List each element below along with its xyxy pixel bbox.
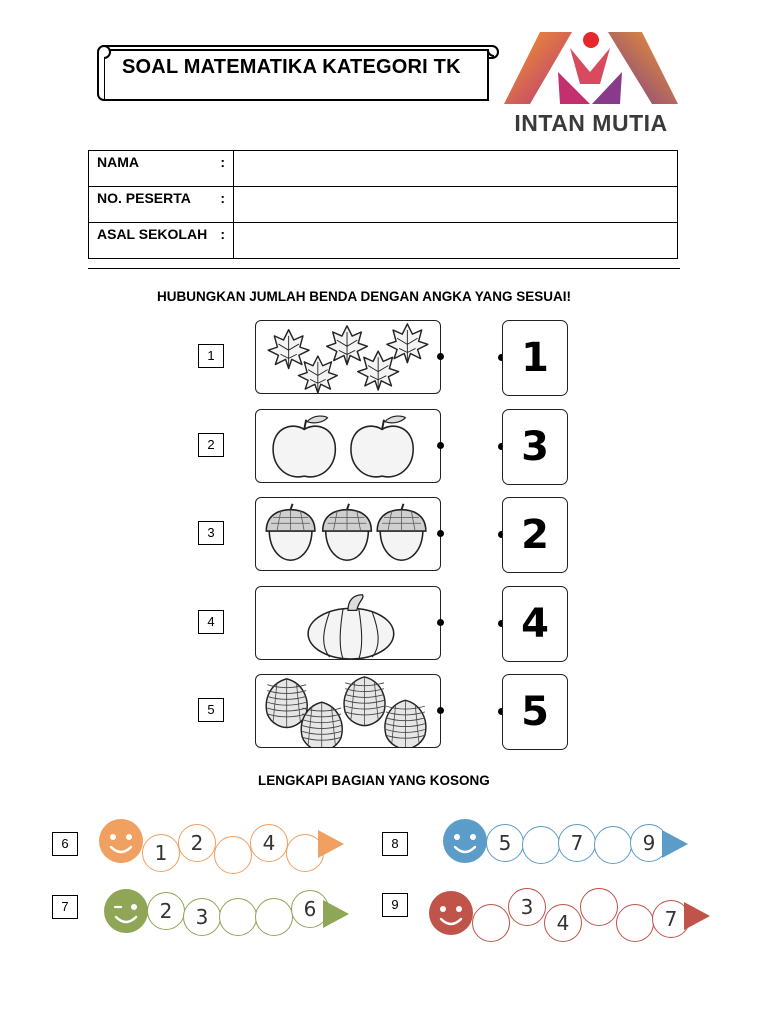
question-number: 6	[52, 832, 78, 856]
connect-dot-left[interactable]	[437, 707, 444, 714]
smiley-face-icon	[442, 818, 488, 864]
acorns-picture	[256, 498, 440, 570]
number-circle: 2	[147, 892, 185, 930]
page-title: SOAL MATEMATIKA KATEGORI TK	[122, 56, 461, 78]
smiley-face-icon	[428, 890, 474, 936]
answer-number-box: 5	[502, 674, 568, 750]
acorn-icon	[377, 504, 426, 560]
name-field[interactable]	[234, 151, 678, 187]
school-label: ASAL SEKOLAH	[97, 226, 208, 242]
pinecone-icon	[266, 679, 307, 728]
picture-box-pinecones	[255, 674, 441, 748]
arrow-tail-icon	[323, 898, 351, 930]
blank-circle[interactable]	[580, 888, 618, 926]
colon: :	[220, 226, 225, 242]
answer-number-box: 1	[502, 320, 568, 396]
answer-number-box: 2	[502, 497, 568, 573]
arrow-tail-icon	[662, 828, 690, 860]
pinecones-picture	[256, 675, 440, 747]
question-number: 2	[198, 433, 224, 457]
divider	[88, 268, 680, 269]
pinecone-icon	[385, 700, 426, 747]
question-number: 9	[382, 893, 408, 917]
connect-dot-left[interactable]	[437, 442, 444, 449]
answer-number-box: 3	[502, 409, 568, 485]
question-number: 7	[52, 895, 78, 919]
acorn-icon	[266, 504, 315, 560]
smiley-face-icon	[98, 818, 144, 864]
arrow-tail-icon	[684, 900, 712, 932]
blank-circle[interactable]	[255, 898, 293, 936]
blank-circle[interactable]	[522, 826, 560, 864]
picture-box-apples	[255, 409, 441, 483]
number-circle: 3	[508, 888, 546, 926]
apple-icon	[351, 416, 413, 477]
number-circle: 1	[142, 834, 180, 872]
number-circle: 3	[183, 898, 221, 936]
question-number: 3	[198, 521, 224, 545]
acorn-icon	[323, 504, 372, 560]
number-label: NO. PESERTA	[97, 190, 191, 206]
answer-number-box: 4	[502, 586, 568, 662]
leaf-icon	[358, 351, 399, 390]
number-field[interactable]	[234, 187, 678, 223]
leaf-icon	[327, 326, 368, 365]
sequence-instruction: LENGKAPI BAGIAN YANG KOSONG	[258, 773, 490, 788]
pumpkin-icon	[308, 595, 394, 659]
question-number: 4	[198, 610, 224, 634]
number-circle: 9	[630, 824, 668, 862]
number-circle: 7	[558, 824, 596, 862]
leaf-icon	[298, 356, 337, 393]
blank-circle[interactable]	[616, 904, 654, 942]
matching-instruction: HUBUNGKAN JUMLAH BENDA DENGAN ANGKA YANG SESUAI!	[157, 289, 572, 304]
question-number: 1	[198, 344, 224, 368]
school-field[interactable]	[234, 223, 678, 259]
blank-circle[interactable]	[594, 826, 632, 864]
number-row	[89, 187, 678, 223]
number-circle: 6	[291, 890, 329, 928]
blank-circle[interactable]	[219, 898, 257, 936]
number-circle: 2	[178, 824, 216, 862]
smiley-face-icon	[103, 888, 149, 934]
leaf-icon	[268, 330, 309, 369]
connect-dot-left[interactable]	[437, 619, 444, 626]
blank-circle[interactable]	[214, 836, 252, 874]
colon: :	[220, 190, 225, 206]
connect-dot-left[interactable]	[437, 353, 444, 360]
arrow-tail-icon	[318, 828, 346, 860]
picture-box-leaves	[255, 320, 441, 394]
pumpkin-picture	[256, 587, 440, 659]
name-row	[89, 151, 678, 187]
apple-icon	[273, 416, 335, 477]
connect-dot-left[interactable]	[437, 530, 444, 537]
leaves-picture	[256, 321, 440, 393]
participant-info-table	[88, 150, 678, 259]
colon: :	[220, 154, 225, 170]
number-circle: 7	[652, 900, 690, 938]
question-number: 5	[198, 698, 224, 722]
question-number: 8	[382, 832, 408, 856]
number-circle: 5	[486, 824, 524, 862]
logo-wordmark: INTAN MUTIA	[514, 110, 668, 136]
blank-circle[interactable]	[472, 904, 510, 942]
school-row	[89, 223, 678, 259]
apples-picture	[256, 410, 440, 482]
pinecone-icon	[344, 677, 385, 726]
picture-box-acorns	[255, 497, 441, 571]
name-label: NAMA	[97, 154, 139, 170]
number-circle: 4	[250, 824, 288, 862]
picture-box-pumpkin	[255, 586, 441, 660]
number-circle: 4	[544, 904, 582, 942]
